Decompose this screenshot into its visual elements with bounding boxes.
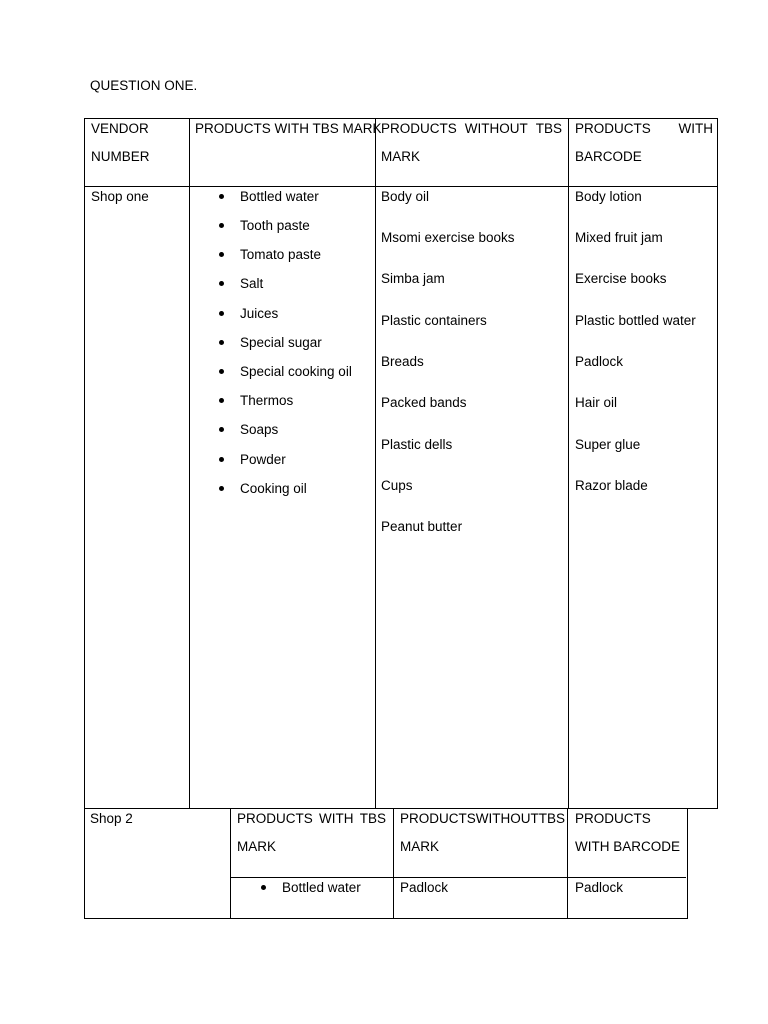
list-item: Padlock [575,880,624,895]
list-item: Peanut butter [381,519,463,534]
column-divider [568,119,569,808]
column-divider [567,808,568,918]
list-item: Razor blade [575,478,648,493]
bullet-icon [219,194,224,199]
item-label: Powder [240,452,286,467]
bullet-icon [219,398,224,403]
list-item: Body oil [381,189,430,204]
header-products-without-tbs-line2: MARK [381,149,421,164]
list-item: Simba jam [381,271,445,286]
item-label: Special cooking oil [240,364,352,379]
item-label: Special sugar [240,335,322,350]
header-products-with-barcode-line1 [575,115,713,143]
header-word: TBS [538,811,566,826]
list-item: Breads [381,354,424,369]
item-label: Bottled water [282,880,361,895]
list-item: Cups [381,478,413,493]
header-word: PRODUCTS [575,121,651,136]
list-item [240,188,319,206]
list-item [240,275,263,293]
item-label: Juices [240,306,279,321]
header-products-without-tbs-line1 [381,115,562,143]
header-products-with-barcode-line2: WITH BARCODE [575,839,681,854]
list-item: Body lotion [575,189,642,204]
item-label: Tooth paste [240,218,310,233]
list-item: Padlock [575,354,624,369]
header-divider [85,186,717,187]
header-word: PRODUCTS [237,811,313,826]
header-divider [230,877,686,878]
header-word: WITHOUT [464,121,528,136]
header-products-with-barcode-line2: BARCODE [575,149,642,164]
item-label: Salt [240,276,264,291]
list-item [282,879,361,897]
vendor-table-shop-one [84,118,718,809]
header-vendor-line2: NUMBER [91,149,150,164]
bullet-icon [219,486,224,491]
list-item: Hair oil [575,395,618,410]
header-products-with-tbs-line2: MARK [237,839,277,854]
bullet-icon [219,281,224,286]
item-label: Tomato paste [240,247,322,262]
list-item: Super glue [575,437,641,452]
list-item [240,217,310,235]
list-item [240,334,322,352]
column-divider [375,119,376,808]
page-heading: QUESTION ONE. [90,78,198,93]
list-item [240,363,352,381]
list-item: Packed bands [381,395,467,410]
list-item: Msomi exercise books [381,230,515,245]
item-label: Thermos [240,393,294,408]
header-products-without-tbs-line2: MARK [400,839,440,854]
bullet-icon [219,369,224,374]
header-vendor-line1: VENDOR [91,121,149,136]
header-word: PRODUCTS [381,121,457,136]
list-item: Plastic containers [381,313,487,328]
vendor-name: Shop 2 [90,811,133,826]
bullet-icon [261,885,266,890]
header-word: WITHOUT [475,811,539,826]
header-word: TBS [535,121,562,136]
column-divider [189,119,190,808]
header-products-with-barcode-line1: PRODUCTS [575,811,651,826]
header-word: PRODUCTS [400,811,476,826]
header-products-without-tbs-line1 [400,805,566,833]
list-item: Plastic dells [381,437,453,452]
list-item: Padlock [400,880,449,895]
list-item: Mixed fruit jam [575,230,663,245]
vendor-name: Shop one [91,189,149,204]
list-item [240,392,293,410]
list-item [240,451,286,469]
bullet-icon [219,340,224,345]
column-divider [393,808,394,918]
bullet-icon [219,252,224,257]
item-label: Cooking oil [240,481,307,496]
header-word: WITH [678,121,713,136]
bullet-icon [219,223,224,228]
header-products-with-tbs: PRODUCTS WITH TBS MARK [195,121,382,136]
list-item [240,421,278,439]
list-item: Exercise books [575,271,667,286]
bullet-icon [219,427,224,432]
list-item [240,480,307,498]
bullet-icon [219,457,224,462]
list-item [240,246,321,264]
list-item: Plastic bottled water [575,313,696,328]
header-products-with-tbs-line1 [237,805,386,833]
item-label: Soaps [240,422,279,437]
bullet-icon [219,311,224,316]
header-word: WITH [319,811,354,826]
item-label: Bottled water [240,189,319,204]
header-word: TBS [359,811,386,826]
list-item [240,305,278,323]
